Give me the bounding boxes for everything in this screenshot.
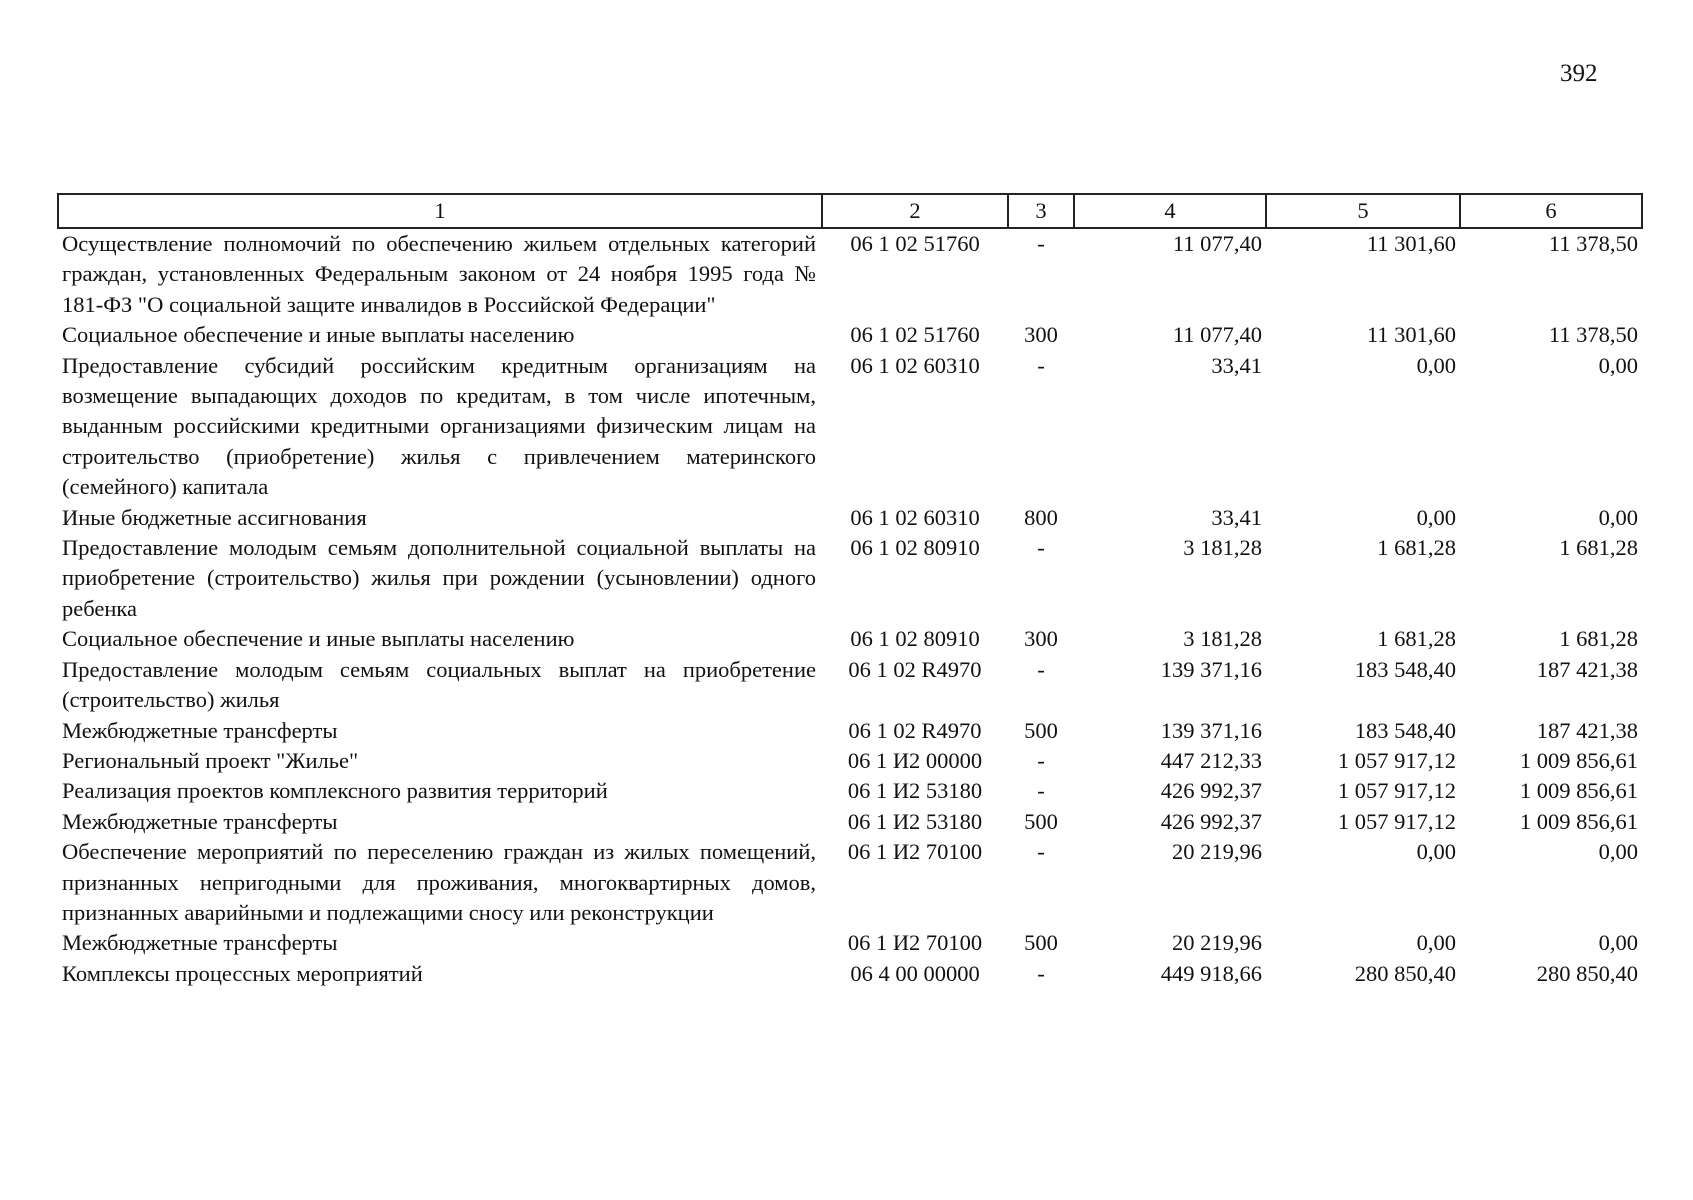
item-type: - xyxy=(1037,231,1045,256)
item-code: 06 1 И2 70100 xyxy=(847,930,983,956)
table-row xyxy=(58,320,1642,350)
item-code: 06 1 И2 00000 xyxy=(847,747,983,773)
item-type: - xyxy=(1037,352,1045,378)
item-amount-col5: 1 057 917,12 xyxy=(1337,808,1456,834)
item-code: 06 1 И2 53180 xyxy=(847,778,983,804)
item-name: Социальное обеспечение и иные выплаты населению xyxy=(62,626,575,652)
table-row xyxy=(58,655,1642,716)
item-amount-col6: 1 009 856,61 xyxy=(1519,808,1638,834)
item-code: 06 1 02 51760 xyxy=(850,322,980,348)
table-body xyxy=(58,228,1642,989)
item-amount-col6: 187 421,38 xyxy=(1536,717,1638,743)
item-type: - xyxy=(1037,535,1045,561)
item-amount-col4: 20 219,96 xyxy=(1172,839,1262,865)
item-name: Предоставление молодым семьям дополнительной социальной выплаты на приобретение (строительство) жилья при рождении (усыновлении) одного ребенка xyxy=(62,535,816,621)
item-type: - xyxy=(1037,960,1045,986)
item-amount-col4: 3 181,28 xyxy=(1183,626,1262,652)
item-code: 06 1 02 80910 xyxy=(850,535,980,561)
header-col-5: 5 xyxy=(1266,194,1460,228)
budget-table xyxy=(57,193,1643,989)
item-amount-col5: 1 681,28 xyxy=(1377,535,1456,561)
item-type: 500 xyxy=(1024,717,1058,743)
item-amount-col5: 1 057 917,12 xyxy=(1337,778,1456,804)
item-amount-col4: 447 212,33 xyxy=(1160,747,1262,773)
item-amount-col5: 0,00 xyxy=(1416,839,1456,865)
item-amount-col5: 1 681,28 xyxy=(1377,626,1456,652)
item-code: 06 1 02 60310 xyxy=(850,504,980,530)
item-amount-col5: 1 057 917,12 xyxy=(1337,747,1456,773)
item-amount-col4: 139 371,16 xyxy=(1160,717,1262,743)
header-col-3: 3 xyxy=(1008,194,1074,228)
item-name: Предоставление молодым семьям социальных выплат на приобретение (строительство) жилья xyxy=(62,656,816,713)
table-row xyxy=(58,228,1642,320)
table-row xyxy=(58,716,1642,746)
table-row xyxy=(58,624,1642,654)
item-amount-col4: 426 992,37 xyxy=(1160,778,1262,804)
item-amount-col4: 426 992,37 xyxy=(1160,808,1262,834)
item-name: Иные бюджетные ассигнования xyxy=(62,504,367,530)
item-type: 300 xyxy=(1024,322,1058,348)
item-type: 500 xyxy=(1024,808,1058,834)
item-type: - xyxy=(1037,747,1045,773)
item-amount-col6: 187 421,38 xyxy=(1536,656,1638,682)
header-col-1: 1 xyxy=(58,194,822,228)
table-row xyxy=(58,807,1642,837)
item-amount-col6: 1 009 856,61 xyxy=(1519,778,1638,804)
table-row xyxy=(58,776,1642,806)
item-amount-col5: 183 548,40 xyxy=(1354,656,1456,682)
item-name: Предоставление субсидий российским кредитным организациям на возмещение выпадающих доходов по кредитам, в том числе ипотечным, выданным российскими кредитными организациями физическим лицам на строительство (приобретение) жилья с привлечением материнского (семейного) капитала xyxy=(62,352,816,500)
item-code: 06 1 02 60310 xyxy=(850,352,980,378)
item-name: Межбюджетные трансферты xyxy=(62,808,338,834)
item-code: 06 1 02 R4970 xyxy=(848,717,982,743)
table-row xyxy=(58,533,1642,624)
item-amount-col5: 11 301,60 xyxy=(1366,231,1456,256)
item-name: Региональный проект "Жилье" xyxy=(62,747,359,773)
table-row xyxy=(58,928,1642,958)
item-type: 500 xyxy=(1024,930,1058,956)
item-amount-col6: 1 681,28 xyxy=(1559,626,1638,652)
item-code: 06 1 И2 53180 xyxy=(847,808,983,834)
item-type: - xyxy=(1037,778,1045,804)
page-number: 392 xyxy=(1560,60,1598,87)
item-amount-col4: 20 219,96 xyxy=(1172,930,1262,956)
item-name: Обеспечение мероприятий по переселению граждан из жилых помещений, признанных непригодными для проживания, многоквартирных домов, признанных аварийными и подлежащими сносу или реконструкции xyxy=(62,839,816,925)
item-amount-col6: 0,00 xyxy=(1598,352,1638,378)
table-row xyxy=(58,837,1642,928)
item-amount-col6: 0,00 xyxy=(1598,839,1638,865)
item-type: 300 xyxy=(1024,626,1058,652)
item-name: Осуществление полномочий по обеспечению жильем отдельных категорий граждан, установленных Федеральным законом от 24 ноября 1995 года № 181-ФЗ "О социальной защите инвалидов в Российской Федерации" xyxy=(62,231,816,317)
item-code: 06 1 02 51760 xyxy=(850,231,980,256)
item-amount-col4: 11 077,40 xyxy=(1172,322,1262,348)
item-type: - xyxy=(1037,839,1045,865)
table-row xyxy=(58,503,1642,533)
item-amount-col6: 11 378,50 xyxy=(1548,322,1638,348)
item-amount-col6: 11 378,50 xyxy=(1548,231,1638,256)
item-amount-col4: 449 918,66 xyxy=(1160,960,1262,986)
table-row xyxy=(58,351,1642,503)
item-name: Комплексы процессных мероприятий xyxy=(62,960,423,986)
item-amount-col5: 280 850,40 xyxy=(1354,960,1456,986)
header-row xyxy=(58,194,1642,228)
item-amount-col5: 0,00 xyxy=(1416,930,1456,956)
item-code: 06 1 02 80910 xyxy=(850,626,980,652)
item-amount-col6: 0,00 xyxy=(1598,504,1638,530)
item-name: Межбюджетные трансферты xyxy=(62,930,338,956)
item-amount-col5: 0,00 xyxy=(1416,352,1456,378)
item-type: 800 xyxy=(1024,504,1058,530)
item-type: - xyxy=(1037,656,1045,682)
item-amount-col4: 11 077,40 xyxy=(1172,231,1262,256)
item-amount-col5: 0,00 xyxy=(1416,504,1456,530)
item-name: Социальное обеспечение и иные выплаты населению xyxy=(62,322,575,348)
item-code: 06 1 02 R4970 xyxy=(848,656,982,682)
item-amount-col6: 0,00 xyxy=(1598,930,1638,956)
header-col-6: 6 xyxy=(1460,194,1642,228)
item-amount-col5: 11 301,60 xyxy=(1366,322,1456,348)
item-name: Межбюджетные трансферты xyxy=(62,717,338,743)
table-row xyxy=(58,746,1642,776)
item-amount-col4: 139 371,16 xyxy=(1160,656,1262,682)
item-amount-col6: 1 681,28 xyxy=(1559,535,1638,561)
item-amount-col5: 183 548,40 xyxy=(1354,717,1456,743)
item-amount-col4: 3 181,28 xyxy=(1183,535,1262,561)
item-amount-col6: 1 009 856,61 xyxy=(1519,747,1638,773)
item-code: 06 1 И2 70100 xyxy=(847,839,983,865)
item-amount-col4: 33,41 xyxy=(1211,352,1262,378)
header-col-4: 4 xyxy=(1074,194,1266,228)
item-amount-col6: 280 850,40 xyxy=(1536,960,1638,986)
item-name: Реализация проектов комплексного развития территорий xyxy=(62,778,608,804)
header-col-2: 2 xyxy=(822,194,1008,228)
item-code: 06 4 00 00000 xyxy=(850,960,980,986)
table-row xyxy=(58,959,1642,989)
item-amount-col4: 33,41 xyxy=(1211,504,1262,530)
